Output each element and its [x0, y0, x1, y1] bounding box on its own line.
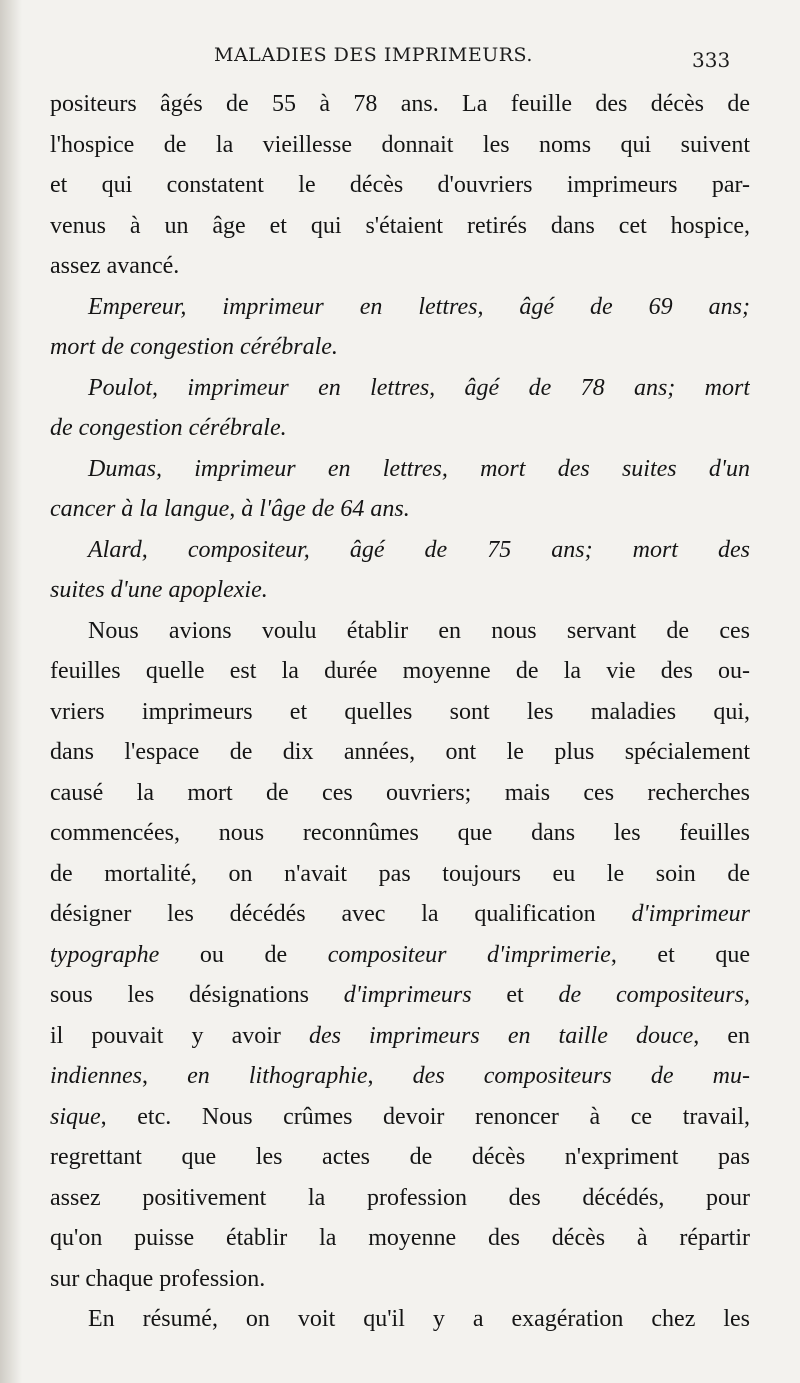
page-header: [0, 40, 800, 80]
text-line: [50, 894, 750, 935]
text-line: dans l'espace de dix années, ont le plus spécialement: [50, 739, 750, 765]
text-line: assez positivement la profession des décédés, pour: [50, 1184, 750, 1211]
italic-segment: typographe: [50, 941, 160, 968]
italic-segment: d'imprimeurs: [343, 982, 472, 1008]
italic-segment: en lithographie: [187, 1063, 368, 1089]
text-segment: ,: [367, 1063, 413, 1089]
body-text: [50, 84, 750, 1340]
text-segment: ,: [744, 982, 750, 1008]
text-line: positeurs âgés de 55 à 78 ans. La feuille des décès de: [50, 91, 750, 117]
text-line: assez avancé.: [50, 253, 180, 279]
text-line: [50, 1016, 750, 1057]
italic-segment: des compositeurs de mu-: [412, 1063, 750, 1089]
text-segment: désigner les décédés avec la qualification: [50, 901, 632, 927]
text-line: regrettant que les actes de décès n'expriment pas: [50, 1144, 750, 1170]
text-segment: , et que: [610, 941, 750, 968]
text-line: Alard, compositeur, âgé de 75 ans; mort des: [88, 536, 750, 563]
text-line: [50, 935, 750, 976]
text-line: qu'on puisse établir la moyenne des décès à répartir: [50, 1225, 750, 1251]
text-segment: et: [471, 982, 559, 1008]
page-number: 333: [692, 48, 731, 72]
text-line: [50, 1097, 750, 1138]
text-line: mort de congestion cérébrale.: [50, 334, 338, 360]
text-segment: , en: [693, 1022, 750, 1049]
italic-segment: indiennes: [50, 1063, 142, 1089]
text-line: l'hospice de la vieillesse donnait les noms qui suivent: [50, 131, 750, 158]
text-line: Nous avions voulu établir en nous servant de ces: [88, 617, 750, 644]
text-line: de mortalité, on n'avait pas toujours eu le soin de: [50, 860, 750, 887]
italic-segment: d'imprimeur: [631, 901, 750, 927]
text-line: venus à un âge et qui s'étaient retirés dans cet hospice,: [50, 212, 750, 239]
text-segment: ,: [141, 1063, 188, 1089]
text-segment: sous les désignations: [50, 982, 344, 1008]
text-segment: ou de: [159, 941, 328, 968]
text-line: vriers imprimeurs et quelles sont les maladies qui,: [50, 698, 750, 725]
running-title: MALADIES DES IMPRIMEURS.: [214, 44, 533, 66]
text-line: [50, 975, 750, 1016]
text-line: sur chaque profession.: [50, 1265, 266, 1292]
text-line: causé la mort de ces ouvriers; mais ces recherches: [50, 779, 750, 806]
text-line: feuilles quelle est la durée moyenne de la vie des ou-: [50, 658, 750, 684]
text-line: et qui constatent le décès d'ouvriers imprimeurs par-: [50, 172, 750, 198]
text-line: Poulot, imprimeur en lettres, âgé de 78 ans; mort: [88, 374, 750, 401]
text-line: de congestion cérébrale.: [50, 415, 287, 441]
text-line: commencées, nous reconnûmes que dans les feuilles: [50, 820, 750, 846]
text-line: Dumas, imprimeur en lettres, mort des suites d'un: [88, 455, 750, 482]
text-line: Empereur, imprimeur en lettres, âgé de 69 ans;: [88, 293, 750, 320]
text-line: suites d'une apoplexie.: [50, 577, 268, 603]
italic-segment: sique: [50, 1103, 101, 1130]
text-line: [50, 1056, 750, 1097]
italic-segment: compositeur d'imprimerie: [327, 941, 611, 968]
italic-segment: de compositeurs: [558, 982, 744, 1008]
text-line: cancer à la langue, à l'âge de 64 ans.: [50, 496, 410, 522]
text-segment: , etc. Nous crûmes devoir renoncer à ce travail,: [100, 1103, 750, 1130]
italic-segment: des imprimeurs en taille douce: [308, 1022, 694, 1049]
text-segment: il pouvait y avoir: [50, 1022, 309, 1049]
text-line: En résumé, on voit qu'il y a exagération chez les: [88, 1306, 750, 1332]
